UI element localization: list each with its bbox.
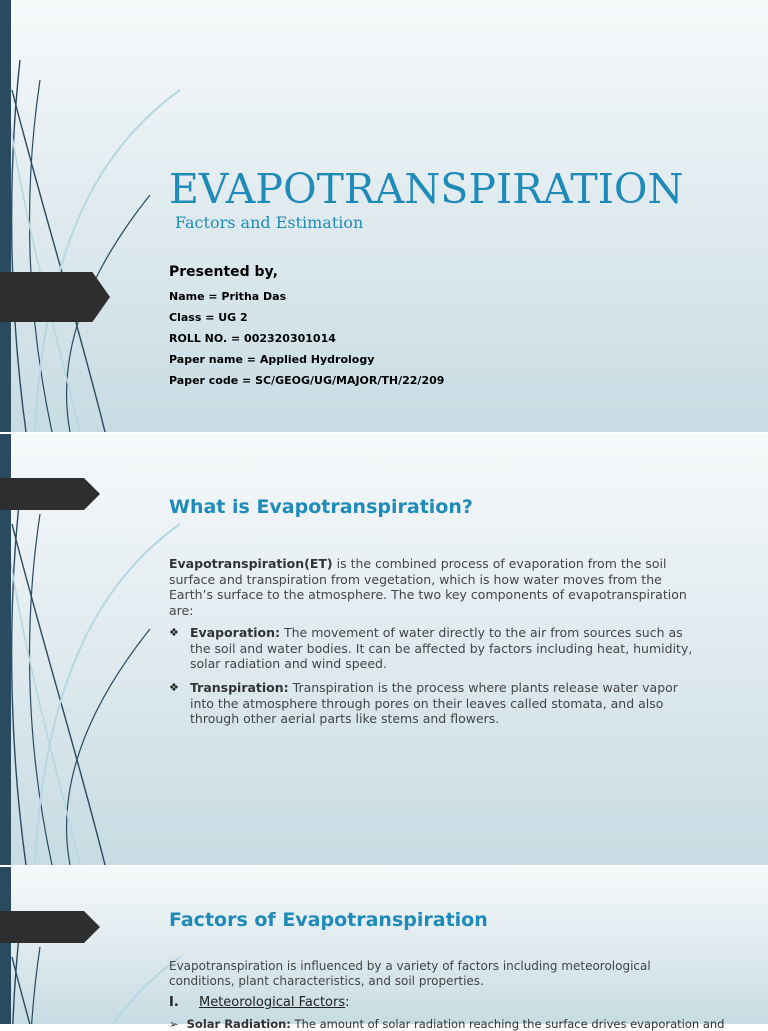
paper-name: Paper name = Applied Hydrology [169,353,375,366]
presenter-class: Class = UG 2 [169,311,248,324]
slide-title [0,0,768,432]
bullet-text: The movement of water directly to the air from sources such as the soil and water bodies. It can be affected by factors including heat, humidity, solar radiation and wind speed. [190,625,693,671]
bullet-solar-radiation [169,1017,724,1031]
arrow-tab [0,911,100,943]
slide-heading: What is Evapotranspiration? [169,496,473,518]
factor-item-meteorological [169,995,350,1010]
slide-what-is-et [0,434,768,865]
item-colon: : [345,995,350,1010]
decorative-swoosh-lines [0,0,200,432]
bullet-evaporation [169,625,699,672]
item-number: I. [169,995,179,1010]
intro-paragraph [169,556,699,618]
left-accent-bar [0,867,11,1024]
arrow-bullet-icon: ➢ [169,1017,179,1031]
arrow-tab [0,478,100,510]
intro-paragraph: Evapotranspiration is influenced by a variety of factors including meteorological conditions, plant characteristics, and soil properties. [169,959,651,988]
bullet-text: The amount of solar radiation reaching the surface drives evaporation and [290,1017,725,1031]
slide-factors [0,867,768,1024]
arrow-tab [0,272,110,322]
presenter-name: Name = Pritha Das [169,290,287,303]
presenter-roll-no: ROLL NO. = 002320301014 [169,332,336,345]
item-label: Meteorological Factors [199,995,346,1010]
slide-heading: Factors of Evapotranspiration [169,909,488,931]
presentation-subtitle: Factors and Estimation [175,213,364,232]
left-accent-bar [0,0,11,432]
diamond-bullet-icon: ❖ [169,626,179,639]
presented-by-label: Presented by, [169,264,278,280]
bullet-text: Transpiration is the process where plants release water vapor into the atmosphere through pores on their leaves called stomata, and also through other aerial parts like stems and flowers. [190,680,678,726]
paper-code: Paper code = SC/GEOG/UG/MAJOR/TH/22/209 [169,374,445,387]
intro-text: is the combined process of evaporation from the soil surface and transpiration from vegetation, which is how water moves from the Earth’s surface to the atmosphere. The two key components of evapotranspiration are: [169,556,687,618]
presentation-title: EVAPOTRANSPIRATION [169,165,684,213]
diamond-bullet-icon: ❖ [169,681,179,694]
intro-term: Evapotranspiration(ET) [169,556,333,571]
bullet-term: Evaporation: [190,625,281,640]
bullet-term: Transpiration: [190,680,289,695]
bullet-term: Solar Radiation: [186,1017,291,1031]
bullet-transpiration [169,680,699,727]
